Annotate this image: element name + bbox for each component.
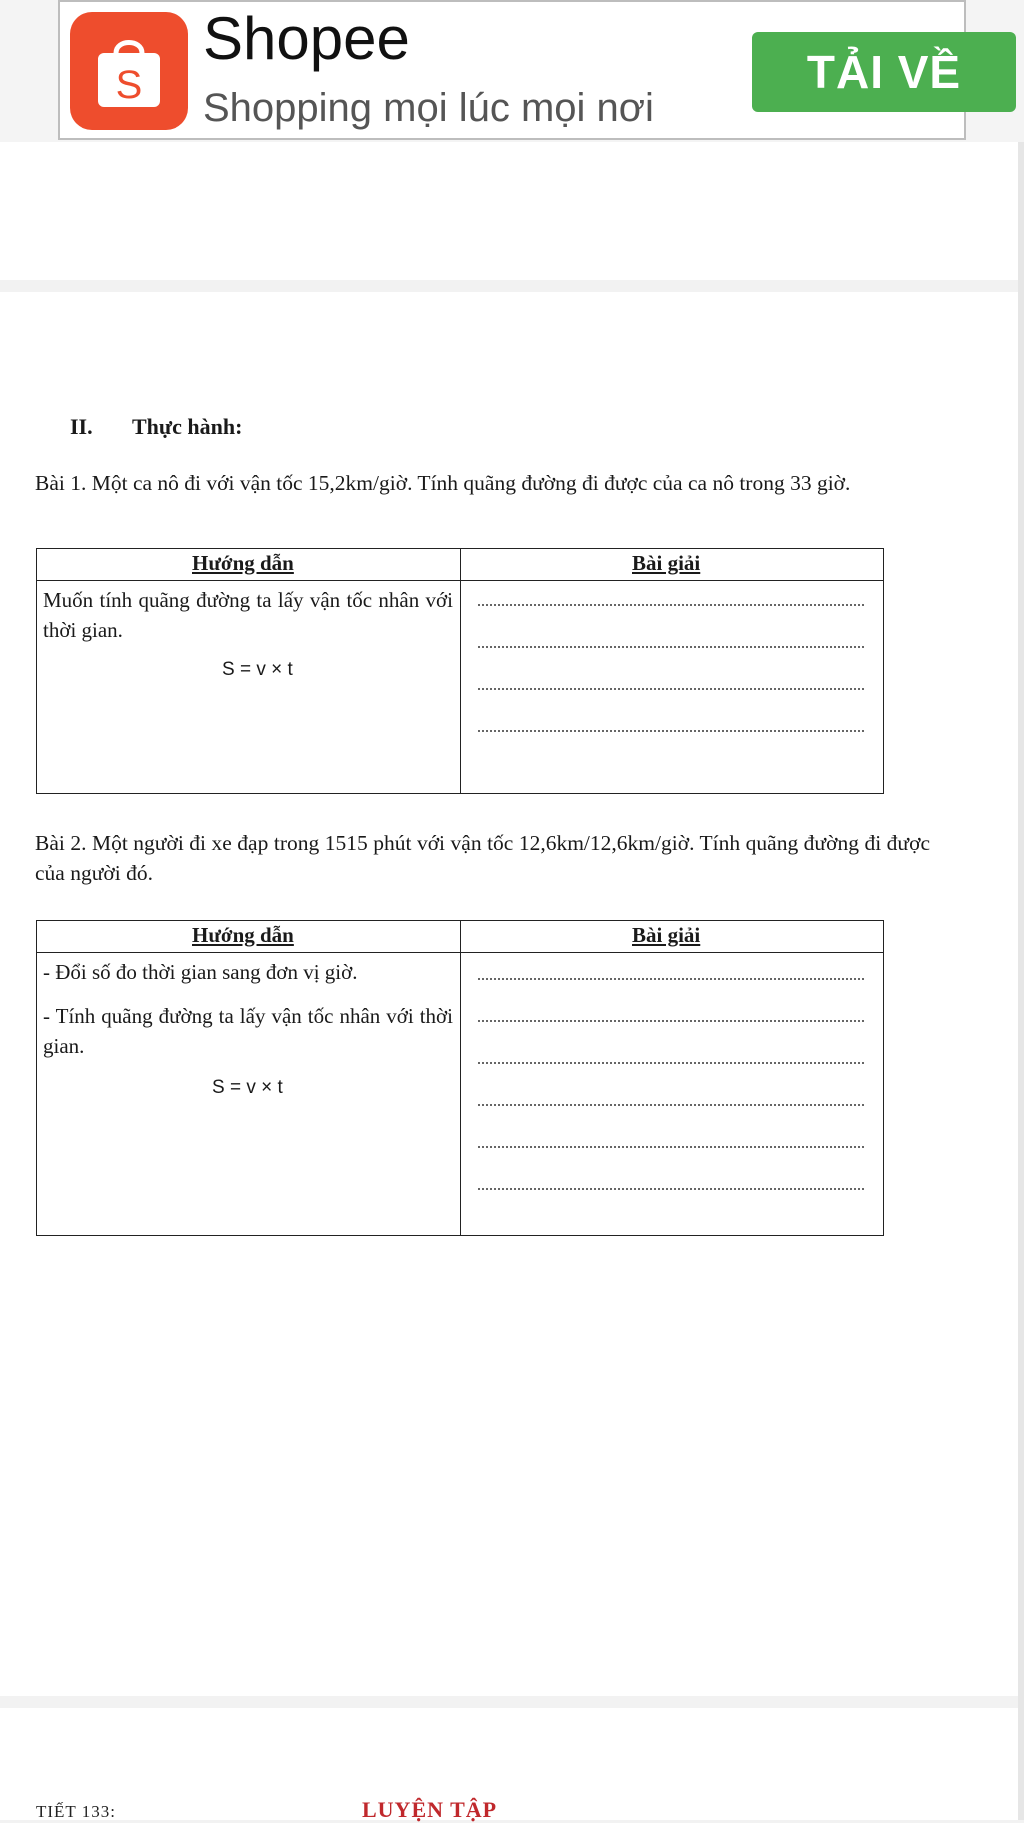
logo-letter: S	[115, 63, 143, 107]
ad-box[interactable]	[58, 0, 966, 140]
ad-banner[interactable]	[0, 0, 1024, 142]
shopping-bag-icon	[70, 12, 188, 130]
col-header-solution: Bài giải	[632, 923, 701, 947]
section-title: Thực hành:	[132, 414, 243, 439]
document-page-previous	[0, 142, 1018, 280]
document-page-next	[0, 1708, 1018, 1820]
answer-line[interactable]	[478, 978, 864, 980]
exercise-2-text: Bài 2. Một người đi xe đạp trong 1515 phút với vận tốc 12,6km/12,6km/giờ. Tính quãng đường đi được của người đó.	[35, 831, 930, 885]
answer-line[interactable]	[478, 688, 864, 690]
answer-line[interactable]	[478, 730, 864, 732]
section-heading	[70, 414, 242, 440]
page-scroll-edge	[1018, 142, 1024, 1820]
download-button[interactable]: TẢI VỀ	[752, 32, 1016, 112]
answer-line[interactable]	[478, 646, 864, 648]
answer-line[interactable]	[478, 1146, 864, 1148]
col-header-guide: Hướng dẫn	[192, 923, 294, 947]
guide-step-1: - Đổi số đo thời gian sang đơn vị giờ.	[43, 960, 358, 984]
answer-line[interactable]	[478, 1020, 864, 1022]
answer-line[interactable]	[478, 604, 864, 606]
ad-tagline: Shopping mọi lúc mọi nơi	[203, 86, 654, 130]
table-divider	[460, 549, 461, 793]
exercise-1-table	[36, 548, 884, 794]
lesson-number: TIẾT 133:	[36, 1802, 116, 1821]
answer-line[interactable]	[478, 1104, 864, 1106]
table-header-line	[37, 580, 883, 581]
exercise-1-text: Bài 1. Một ca nô đi với vận tốc 15,2km/giờ. Tính quãng đường đi được của ca nô trong 33 giờ.	[35, 471, 851, 495]
section-number: II.	[70, 414, 93, 439]
guide-step-2: - Tính quãng đường ta lấy vận tốc nhân với thời gian.	[43, 1004, 453, 1058]
lesson-title: LUYỆN TẬP	[362, 1797, 498, 1822]
guide-text: Muốn tính quãng đường ta lấy vận tốc nhân với thời gian.	[43, 588, 453, 642]
table-header-line	[37, 952, 883, 953]
answer-line[interactable]	[478, 1188, 864, 1190]
col-header-solution: Bài giải	[632, 551, 701, 575]
answer-line[interactable]	[478, 1062, 864, 1064]
ad-brand-name: Shopee	[203, 5, 410, 72]
formula: S = v × t	[222, 659, 293, 680]
table-divider	[460, 921, 461, 1235]
formula: S = v × t	[212, 1077, 283, 1098]
col-header-guide: Hướng dẫn	[192, 551, 294, 575]
